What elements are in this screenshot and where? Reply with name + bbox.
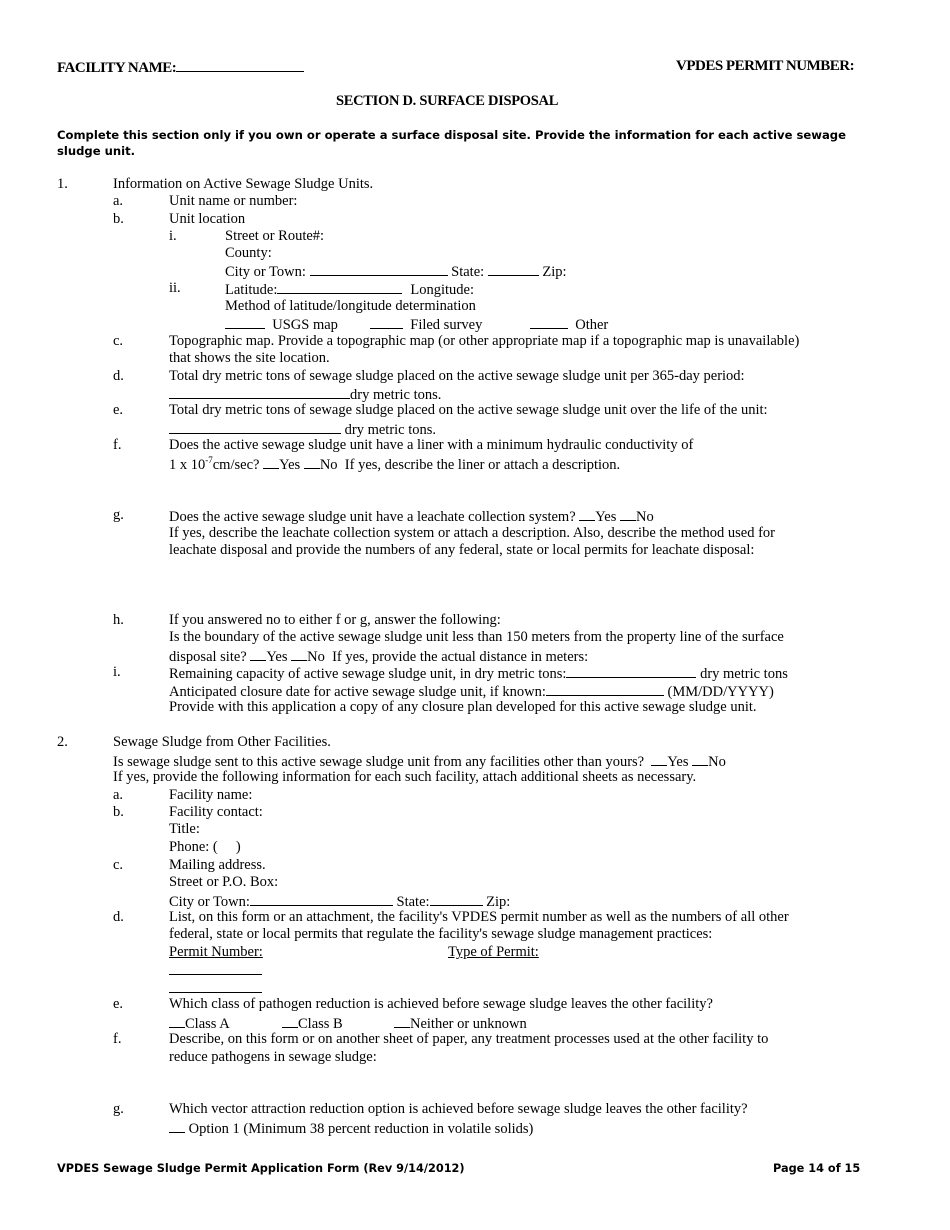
- boundary-yes-blank[interactable]: [250, 647, 266, 661]
- q1c-line2: that shows the site location.: [169, 350, 330, 366]
- q2b-letter: b.: [113, 804, 124, 820]
- q2d-line1: List, on this form or an attachment, the facility's VPDES permit number as well as the numbers of all other: [169, 909, 789, 925]
- q2-line2: If yes, provide the following information for each such facility, attach additional sheets as necessary.: [113, 769, 697, 785]
- neither-option: Neither or unknown: [394, 1014, 527, 1033]
- q1f-line1: Does the active sewage sludge unit have a liner with a minimum hydraulic conductivity of: [169, 437, 694, 453]
- q2-number: 2.: [57, 734, 68, 750]
- boundary-no-blank[interactable]: [291, 647, 307, 661]
- q2d-letter: d.: [113, 909, 124, 925]
- unit-name-field: Unit name or number:: [169, 193, 298, 209]
- q1g-line2: If yes, describe the leachate collection system or attach a description. Also, describe the method used for: [169, 525, 775, 541]
- q2g-letter: g.: [113, 1101, 124, 1117]
- lat-long-line: Latitude: Longitude:: [225, 282, 474, 298]
- latitude-blank[interactable]: [277, 280, 402, 294]
- q2e-letter: e.: [113, 996, 124, 1012]
- q2a-letter: a.: [113, 787, 124, 803]
- q1h-line2: Is the boundary of the active sewage sludge unit less than 150 meters from the property line of the surface: [169, 629, 784, 645]
- class-a-blank[interactable]: [169, 1014, 185, 1028]
- q2g-line1: Which vector attraction reduction option is achieved before sewage sludge leaves the other facility?: [169, 1101, 748, 1117]
- leachate-no-blank[interactable]: [620, 507, 636, 521]
- state-blank[interactable]: [488, 262, 539, 276]
- tons-life-blank[interactable]: [169, 420, 341, 434]
- q1e-line1: Total dry metric tons of sewage sludge placed on the active sewage sludge unit over the life of the unit:: [169, 402, 768, 418]
- unit-location-label: Unit location: [169, 211, 246, 227]
- q2f-line1: Describe, on this form or on another sheet of paper, any treatment processes used at the other facility to: [169, 1031, 769, 1047]
- q1e-answer: dry metric tons.: [169, 420, 436, 439]
- other-blank[interactable]: [530, 315, 568, 329]
- q1b-letter: b.: [113, 211, 124, 227]
- q1d-letter: d.: [113, 368, 124, 384]
- mailing-address-label: Mailing address.: [169, 857, 266, 873]
- class-a-option: Class A: [169, 1014, 230, 1033]
- neither-blank[interactable]: [394, 1014, 410, 1028]
- q1d-answer: dry metric tons.: [169, 385, 441, 404]
- q1i-letter: i.: [113, 664, 121, 680]
- q2-line1: Is sewage sludge sent to this active sewage sludge unit from any facilities other than yours? Yes No: [113, 754, 726, 770]
- facility-name-blank[interactable]: [176, 58, 304, 72]
- q1f-letter: f.: [113, 437, 122, 453]
- section-intro: Complete this section only if you own or operate a surface disposal site. Provide the information for each active sewage sludge unit.: [57, 128, 846, 158]
- footer-page-number: Page 14 of 15: [773, 1162, 861, 1175]
- county-field: County:: [225, 245, 272, 261]
- footer-form-name: VPDES Sewage Sludge Permit Application Form (Rev 9/14/2012): [57, 1162, 465, 1175]
- q1d-line1: Total dry metric tons of sewage sludge placed on the active sewage sludge unit per 365-day period:: [169, 368, 745, 384]
- q2e-line1: Which class of pathogen reduction is achieved before sewage sludge leaves the other facility?: [169, 996, 713, 1012]
- liner-no-blank[interactable]: [304, 455, 320, 469]
- permit-number-blank-2[interactable]: [169, 992, 262, 993]
- facility-name-label: FACILITY NAME:: [57, 58, 304, 77]
- q1i-line2: Anticipated closure date for active sewage sludge unit, if known: (MM/DD/YYYY): [169, 684, 774, 700]
- survey-option: Filed survey: [370, 315, 482, 334]
- q1g-line3: leachate disposal and provide the numbers of any federal, state or local permits for leachate disposal:: [169, 542, 755, 558]
- q1b-i-num: i.: [169, 228, 177, 244]
- section-title: SECTION D. SURFACE DISPOSAL: [336, 93, 559, 109]
- city-blank[interactable]: [310, 262, 448, 276]
- street-po-field: Street or P.O. Box:: [169, 874, 279, 890]
- q1c-line1: Topographic map. Provide a topographic map (or other appropriate map if a topographic map is unavailable): [169, 333, 800, 349]
- q2-title: Sewage Sludge from Other Facilities.: [113, 734, 331, 750]
- permit-number-column-header: Permit Number:: [169, 944, 263, 960]
- leachate-yes-blank[interactable]: [579, 507, 595, 521]
- method-label: Method of latitude/longitude determination: [225, 298, 476, 314]
- q1f-line2: 1 x $10^{-7}cm/\sec$? Yes No If yes, describe the liner or attach a description.: [169, 455, 621, 473]
- q1a-letter: a.: [113, 193, 124, 209]
- other-facility-no-blank[interactable]: [692, 752, 708, 766]
- contact-title-field: Title:: [169, 821, 200, 837]
- q2f-line2: reduce pathogens in sewage sludge:: [169, 1049, 377, 1065]
- option-1-blank[interactable]: [169, 1119, 185, 1133]
- street-route-field: Street or Route#:: [225, 228, 325, 244]
- class-b-option: Class B: [282, 1014, 343, 1033]
- remaining-capacity-blank[interactable]: [566, 664, 696, 678]
- q2d-line2: federal, state or local permits that regulate the facility's sewage sludge management practices:: [169, 926, 713, 942]
- permit-number-blank-1[interactable]: [169, 974, 262, 975]
- q1e-letter: e.: [113, 402, 124, 418]
- q2-city-state-zip: City or Town: State: Zip:: [169, 894, 511, 910]
- q1h-letter: h.: [113, 612, 124, 628]
- other-facility-yes-blank[interactable]: [651, 752, 667, 766]
- q1b-ii-num: ii.: [169, 280, 181, 296]
- city-state-zip-line: City or Town: State: Zip:: [225, 264, 567, 280]
- q1i-line1: Remaining capacity of active sewage sludge unit, in dry metric tons: dry metric tons: [169, 666, 788, 682]
- tons-per-period-blank[interactable]: [169, 385, 350, 399]
- closure-date-blank[interactable]: [546, 682, 664, 696]
- q1-number: 1.: [57, 176, 68, 192]
- q2c-letter: c.: [113, 857, 124, 873]
- q2f-letter: f.: [113, 1031, 122, 1047]
- facility-contact-field: Facility contact:: [169, 804, 263, 820]
- contact-phone-field: Phone: ( ): [169, 839, 241, 855]
- liner-yes-blank[interactable]: [263, 455, 279, 469]
- q2-city-blank[interactable]: [250, 892, 393, 906]
- q1h-line1: If you answered no to either f or g, answer the following:: [169, 612, 501, 628]
- method-options: USGS map: [225, 315, 338, 334]
- q1-title: Information on Active Sewage Sludge Units.: [113, 176, 374, 192]
- other-facility-name-field: Facility name:: [169, 787, 253, 803]
- other-option: Other: [530, 315, 608, 334]
- option-1: Option 1 (Minimum 38 percent reduction in volatile solids): [169, 1119, 533, 1138]
- q1h-line3: disposal site? Yes No If yes, provide the actual distance in meters:: [169, 649, 589, 665]
- permit-number-label: VPDES PERMIT NUMBER:: [676, 58, 855, 74]
- q1g-letter: g.: [113, 507, 124, 523]
- usgs-map-blank[interactable]: [225, 315, 265, 329]
- type-of-permit-column-header: Type of Permit:: [448, 944, 539, 960]
- q2-state-blank[interactable]: [430, 892, 483, 906]
- class-b-blank[interactable]: [282, 1014, 298, 1028]
- q1g-line1: Does the active sewage sludge unit have a leachate collection system? Yes No: [169, 509, 654, 525]
- survey-blank[interactable]: [370, 315, 403, 329]
- q1c-letter: c.: [113, 333, 124, 349]
- q1i-line3: Provide with this application a copy of any closure plan developed for this active sewage sludge unit.: [169, 699, 757, 715]
